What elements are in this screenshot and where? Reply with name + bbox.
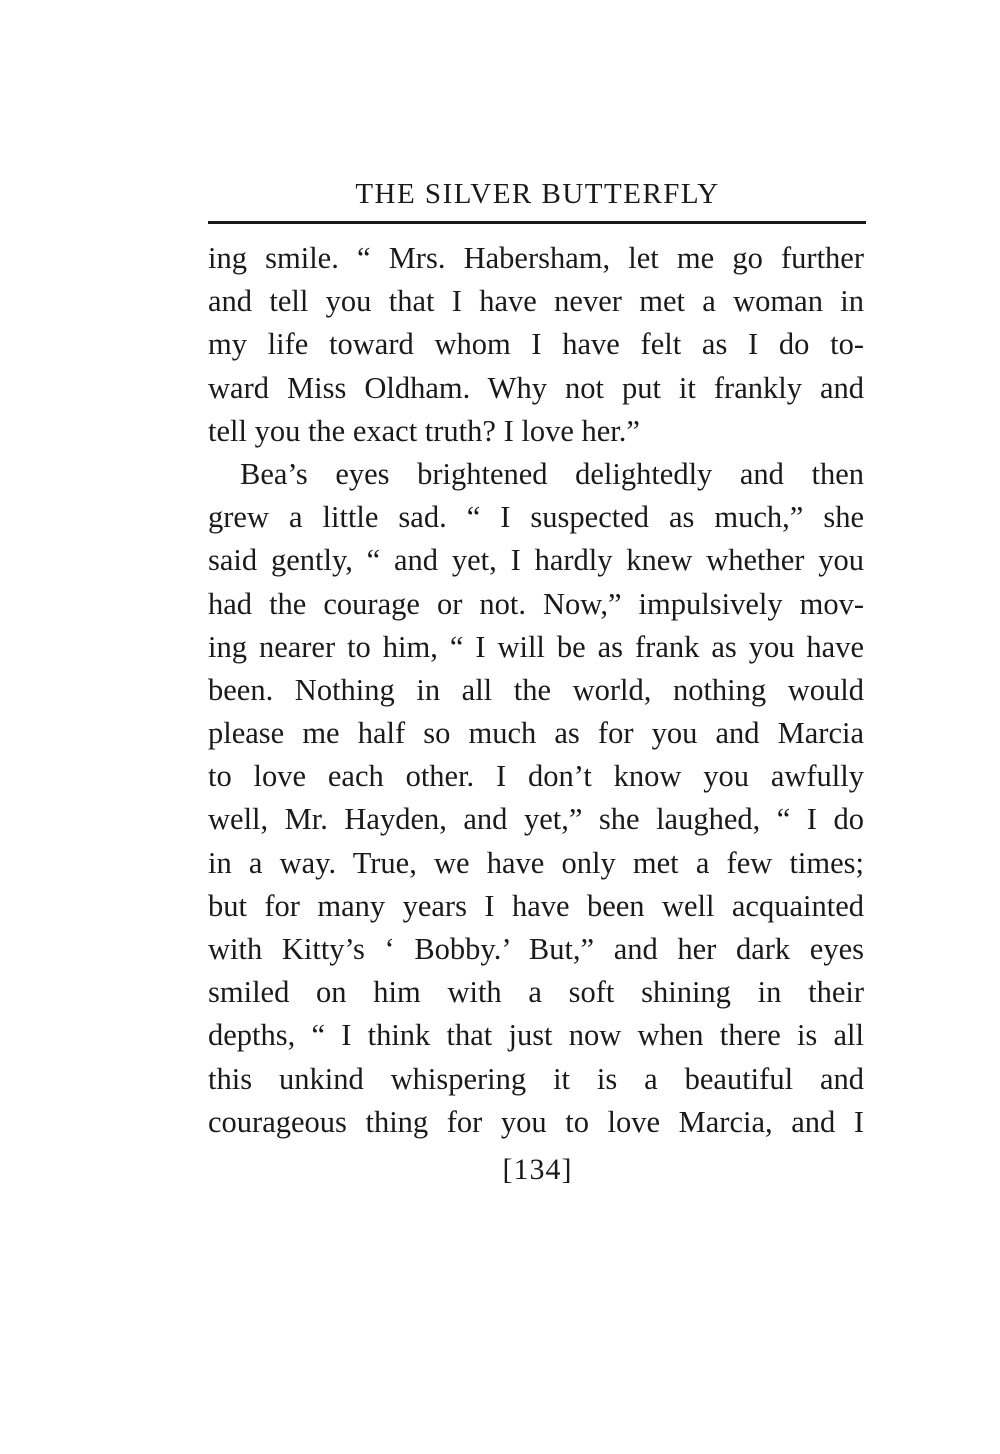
text-line: my life toward whom I have felt as I do to- [208,327,864,362]
page-number: [134] [502,1153,573,1186]
text-line: with Kitty’s ‘ Bobby.’ But,” and her dark eyes [208,932,864,966]
text-line: in a way. True, we have only met a few times; [208,845,864,880]
text-line: this unkind whispering it is a beautiful and [208,1061,864,1096]
text-line: well, Mr. Hayden, and yet,” she laughed, “ I do [208,802,864,837]
text-line: tell you the exact truth? I love her.” [208,413,640,448]
text-line: to love each other. I don’t know you awfully [208,759,864,794]
text-line: grew a little sad. “ I suspected as much,” she [208,500,864,535]
header-rule [208,221,866,224]
text-line: and tell you that I have never met a woman in [208,284,864,319]
text-line: depths, “ I think that just now when there is all [208,1018,864,1053]
text-line: been. Nothing in all the world, nothing would [208,672,864,707]
paragraph-first-line: Bea’s eyes brightened delightedly and then [240,456,864,491]
text-line: please me half so much as for you and Marcia [208,716,864,751]
text-line: ing nearer to him, “ I will be as frank as you have [208,629,864,664]
text-line: smiled on him with a soft shining in their [208,975,864,1010]
text-line: had the courage or not. Now,” impulsively mov- [208,586,864,621]
text-line: ing smile. “ Mrs. Habersham, let me go further [208,241,864,275]
body-text [208,237,864,1144]
text-line: said gently, “ and yet, I hardly knew whether you [208,543,864,578]
text-line: courageous thing for you to love Marcia, and I [208,1104,864,1139]
text-line: ward Miss Oldham. Why not put it frankly and [208,370,864,405]
running-head: THE SILVER BUTTERFLY [355,178,720,210]
text-line: but for many years I have been well acquainted [208,888,864,923]
